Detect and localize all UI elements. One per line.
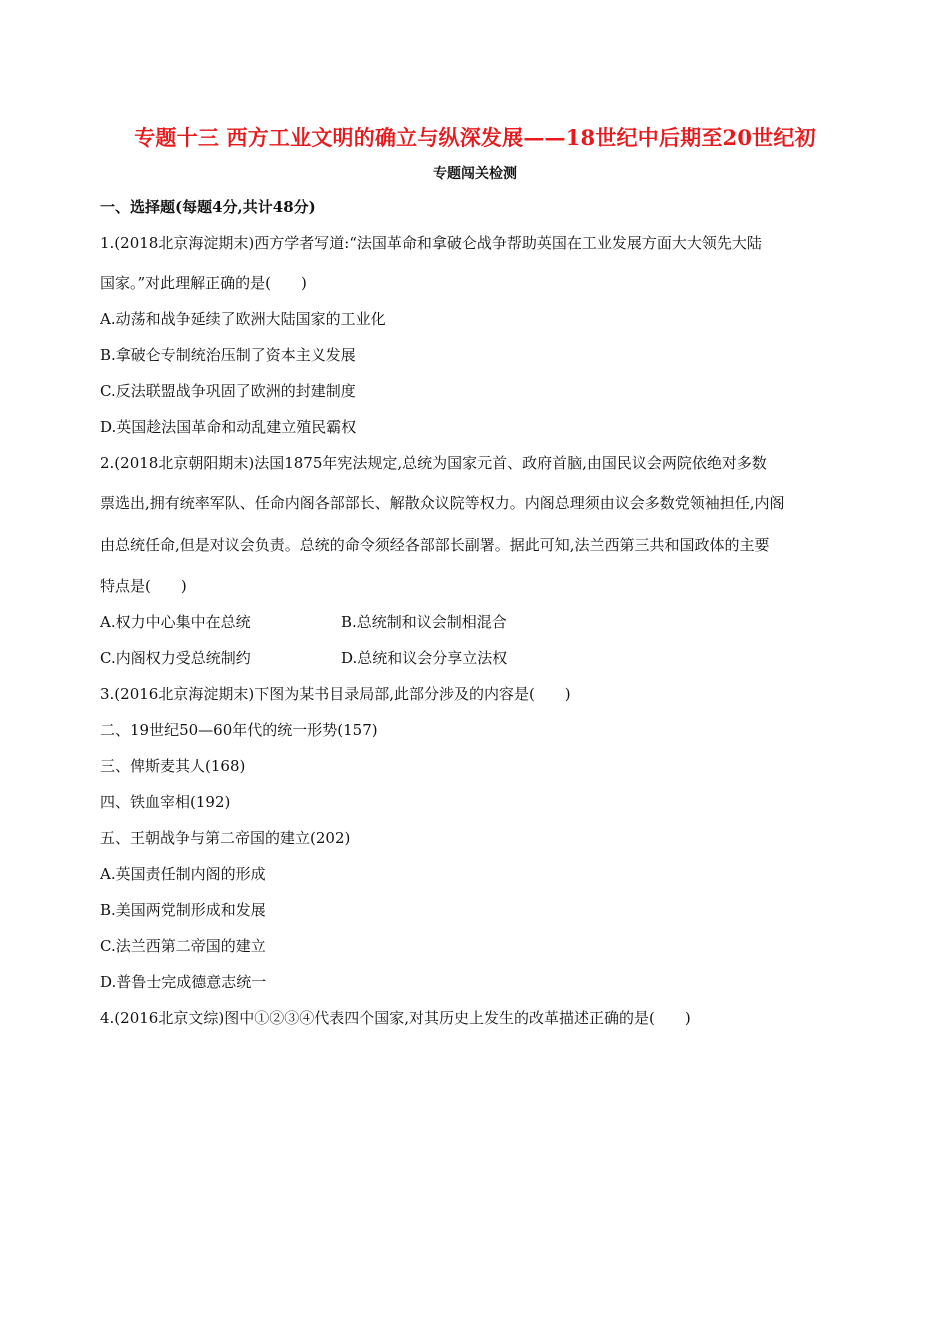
q3-option-d: D.普鲁士完成德意志统一 bbox=[100, 973, 267, 991]
q2-option-c: C.内阁权力受总统制约 bbox=[100, 649, 251, 667]
q2-stem-line2: 票选出,拥有统率军队、任命内阁各部部长、解散众议院等权力。内阁总理须由议会多数党领袖担任,内阁 bbox=[100, 494, 785, 512]
q2-option-b: B.总统制和议会制相混合 bbox=[341, 613, 507, 631]
page-subtitle: 专题闯关检测 bbox=[433, 166, 517, 182]
q1-option-a: A.动荡和战争延续了欧洲大陆国家的工业化 bbox=[100, 310, 386, 328]
q2-stem-line1: 2.(2018北京朝阳期末)法国1875年宪法规定,总统为国家元首、政府首脑,由国民议会两院依绝对多数 bbox=[100, 454, 767, 472]
q1-stem-line2: 国家。”对此理解正确的是( ) bbox=[100, 274, 307, 292]
q2-stem-line3: 由总统任命,但是对议会负责。总统的命令须经各部部长副署。据此可知,法兰西第三共和国政体的主要 bbox=[100, 536, 770, 554]
q4-stem: 4.(2016北京文综)图中①②③④代表四个国家,对其历史上发生的改革描述正确的是( ) bbox=[100, 1009, 691, 1027]
q3-option-b: B.美国两党制形成和发展 bbox=[100, 901, 266, 919]
section-heading: 一、选择题(每题4分,共计48分) bbox=[100, 198, 316, 216]
q3-stem: 3.(2016北京海淀期末)下图为某书目录局部,此部分涉及的内容是( ) bbox=[100, 685, 571, 703]
q2-stem-line4: 特点是( ) bbox=[100, 577, 187, 595]
q3-toc-item: 二、19世纪50—60年代的统一形势(157) bbox=[100, 721, 378, 739]
q3-option-a: A.英国责任制内阁的形成 bbox=[100, 865, 266, 883]
page-title: 专题十三 西方工业文明的确立与纵深发展——18世纪中后期至20世纪初 bbox=[134, 125, 816, 150]
q1-stem-line1: 1.(2018北京海淀期末)西方学者写道:“法国革命和拿破仑战争帮助英国在工业发展方面大大领先大陆 bbox=[100, 234, 762, 252]
q1-option-b: B.拿破仑专制统治压制了资本主义发展 bbox=[100, 346, 356, 364]
q3-toc-item: 四、铁血宰相(192) bbox=[100, 793, 231, 811]
q3-option-c: C.法兰西第二帝国的建立 bbox=[100, 937, 266, 955]
q2-option-a: A.权力中心集中在总统 bbox=[100, 613, 251, 631]
q1-option-c: C.反法联盟战争巩固了欧洲的封建制度 bbox=[100, 382, 356, 400]
q1-option-d: D.英国趁法国革命和动乱建立殖民霸权 bbox=[100, 418, 357, 436]
q2-option-d: D.总统和议会分享立法权 bbox=[341, 649, 508, 667]
q3-toc-item: 三、俾斯麦其人(168) bbox=[100, 757, 246, 775]
q3-toc-item: 五、王朝战争与第二帝国的建立(202) bbox=[100, 829, 351, 847]
